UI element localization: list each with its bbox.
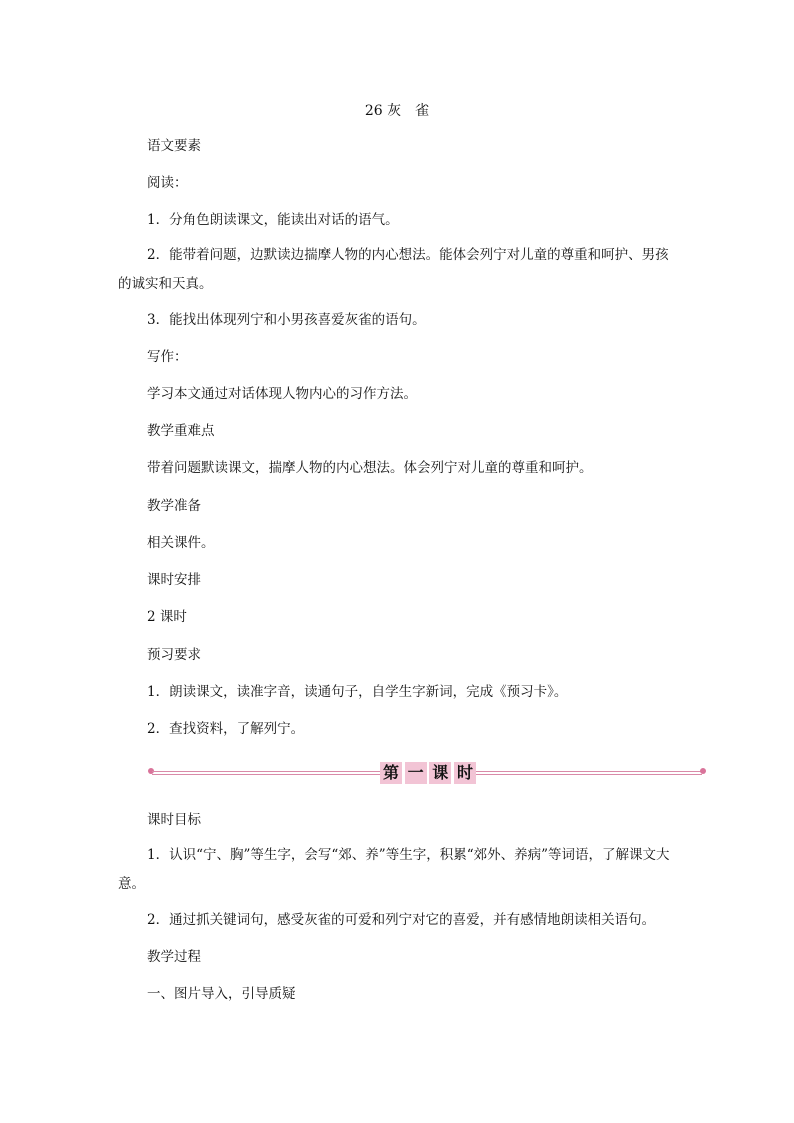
divider-left-rule xyxy=(152,771,380,775)
reading-item-1: 1．分角色朗读课文，能读出对话的语气。 xyxy=(147,212,399,228)
preparation-text: 相关课件。 xyxy=(147,535,215,551)
heading-teaching-process: 教学过程 xyxy=(147,949,201,965)
heading-lesson-goals: 课时目标 xyxy=(147,812,201,828)
divider-right-dot xyxy=(700,768,706,774)
badge-char: 课 xyxy=(429,762,451,784)
heading-key-difficulties: 教学重难点 xyxy=(147,423,215,439)
badge-char: 时 xyxy=(454,762,476,784)
section-divider xyxy=(148,764,708,784)
label-writing: 写作： xyxy=(147,349,188,365)
schedule-text: 2 课时 xyxy=(147,609,187,625)
heading-schedule: 课时安排 xyxy=(147,572,201,588)
badge-char: 一 xyxy=(405,762,427,784)
key-difficulties-text: 带着问题默读课文，揣摩人物的内心想法。体会列宁对儿童的尊重和呵护。 xyxy=(147,460,593,476)
goal-item-2: 2．通过抓关键词句，感受灰雀的可爱和列宁对它的喜爱，并有感情地朗读相关语句。 xyxy=(147,912,656,928)
label-reading: 阅读： xyxy=(147,175,188,191)
heading-preview: 预习要求 xyxy=(147,647,201,663)
lesson-title: 26 灰 雀 xyxy=(364,103,430,119)
badge-char: 第 xyxy=(380,762,402,784)
divider-right-rule xyxy=(476,771,702,775)
heading-preparation: 教学准备 xyxy=(147,498,201,514)
process-step-1: 一、图片导入，引导质疑 xyxy=(147,986,296,1002)
writing-item: 学习本文通过对话体现人物内心的习作方法。 xyxy=(147,386,417,402)
goal-item-1: 1．认识“宁、胸”等生字，会写“郊、养”等生字，积累“郊外、养病”等词语，了解课文大意。 xyxy=(118,847,670,892)
section-badge xyxy=(380,762,476,784)
heading-language-elements: 语文要素 xyxy=(147,138,201,154)
reading-item-3: 3．能找出体现列宁和小男孩喜爱灰雀的语句。 xyxy=(147,312,426,328)
preview-item-1: 1．朗读课文，读准字音，读通句子，自学生字新词，完成《预习卡》。 xyxy=(147,684,568,700)
preview-item-2: 2．查找资料，了解列宁。 xyxy=(147,721,305,737)
reading-item-2: 2．能带着问题，边默读边揣摩人物的内心想法。能体会列宁对儿童的尊重和呵护、男孩的诚实和天真。 xyxy=(118,247,669,292)
